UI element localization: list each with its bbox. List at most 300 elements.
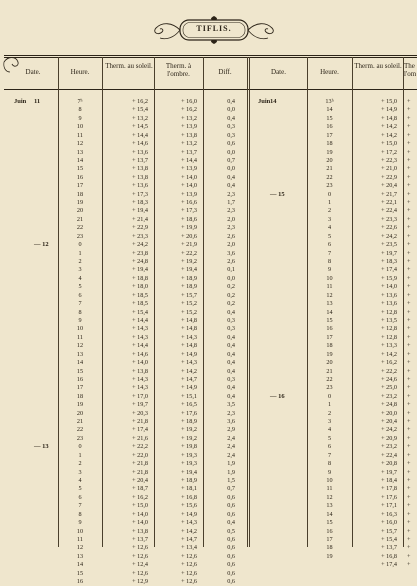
- hour-cell: 19: [326, 552, 333, 560]
- shade-temp-cell: +: [407, 283, 411, 291]
- diff-cell: 0,2: [227, 300, 235, 308]
- hour-cell: 8: [78, 510, 82, 518]
- header-hour-right: Heure.: [320, 68, 339, 76]
- sun-temp-cell: + 22,1: [381, 199, 397, 207]
- sun-temp-cell: + 23,2: [381, 392, 397, 400]
- sun-temp-cell: + 20,4: [381, 418, 397, 426]
- diff-cell: 0,3: [227, 316, 235, 324]
- shade-temp-cell: +: [407, 409, 411, 417]
- shade-temp-cell: + 12,6: [181, 561, 197, 569]
- shade-temp-cell: +: [407, 552, 411, 560]
- hour-cell: 18: [326, 140, 333, 148]
- sun-temp-cell: + 16,2: [132, 98, 148, 105]
- sun-temp-cell: + 15,9: [381, 274, 397, 282]
- hour-cell: 3: [78, 266, 82, 274]
- hour-cell: 19: [76, 199, 84, 207]
- diff-cell: 0,3: [227, 131, 235, 139]
- shade-temp-cell: +: [407, 266, 411, 274]
- sun-temp-cell: + 16,0: [381, 519, 397, 527]
- hour-cell: 23: [326, 384, 333, 392]
- hour-cell: 5: [327, 232, 332, 240]
- hour-cell: 14: [326, 510, 333, 518]
- shade-temp-cell: +: [407, 215, 411, 223]
- hour-cell: 17: [76, 182, 84, 190]
- diff-cell: 2,4: [227, 434, 235, 442]
- shade-temp-cell: + 14,2: [181, 367, 197, 375]
- left-diff-column: [203, 98, 235, 586]
- header-diff: Diff.: [218, 68, 232, 76]
- hour-cell: 9: [327, 468, 332, 476]
- hour-cell: 14: [326, 308, 333, 316]
- sun-temp-cell: + 25,0: [381, 384, 397, 392]
- hour-cell: 8: [327, 460, 332, 468]
- hour-cell: 7: [327, 451, 332, 459]
- hour-cell: 5: [78, 485, 82, 493]
- hour-cell: 6: [327, 443, 332, 451]
- shade-temp-cell: +: [407, 418, 411, 426]
- left-hours-column: [58, 98, 102, 586]
- hour-cell: 1: [327, 401, 332, 409]
- hour-cell: 9: [327, 266, 332, 274]
- shade-temp-cell: +: [407, 527, 411, 535]
- sun-temp-cell: + 17,4: [381, 266, 397, 274]
- hour-cell: 14: [76, 561, 84, 569]
- diff-cell: 0,4: [227, 173, 235, 181]
- sun-temp-cell: + 14,0: [132, 519, 148, 527]
- hour-cell: 6: [78, 291, 82, 299]
- shade-temp-cell: +: [407, 485, 411, 493]
- sun-temp-cell: + 14,4: [132, 131, 148, 139]
- diff-cell: 3,6: [227, 249, 235, 257]
- sun-temp-cell: + 18,3: [132, 199, 148, 207]
- hour-cell: 15: [76, 569, 84, 577]
- shade-temp-cell: +: [407, 106, 411, 114]
- hour-cell: 10: [76, 325, 84, 333]
- hour-cell: 9: [78, 114, 82, 122]
- sun-temp-cell: + 21,6: [132, 434, 148, 442]
- shade-temp-cell: +: [407, 258, 411, 266]
- hour-cell: 1: [327, 199, 332, 207]
- hour-cell: 17: [326, 131, 333, 139]
- diff-cell: 3,6: [227, 418, 235, 426]
- diff-cell: 1,9: [227, 460, 235, 468]
- shade-temp-cell: +: [407, 123, 411, 131]
- diff-cell: 0,6: [227, 140, 235, 148]
- hour-cell: 12: [76, 342, 84, 350]
- diff-cell: 0,0: [227, 148, 235, 156]
- shade-temp-cell: + 16,0: [181, 98, 197, 105]
- hour-cell: 8: [78, 106, 82, 114]
- hour-cell: 11: [77, 535, 83, 543]
- shade-temp-cell: + 14,9: [181, 510, 197, 518]
- sun-temp-cell: + 24,8: [132, 258, 148, 266]
- shade-temp-cell: + 15,1: [181, 392, 197, 400]
- diff-cell: 1,7: [227, 199, 235, 207]
- left-sun-column: [104, 98, 148, 586]
- hour-cell: 0: [78, 241, 82, 249]
- hour-cell: 9: [78, 316, 82, 324]
- shade-temp-cell: +: [407, 165, 411, 173]
- shade-temp-cell: +: [407, 199, 411, 207]
- diff-cell: 0,6: [227, 552, 235, 560]
- hour-cell: 8: [78, 308, 82, 316]
- diff-cell: 0,4: [227, 98, 235, 105]
- shade-temp-cell: + 16,8: [181, 493, 197, 501]
- shade-temp-cell: +: [407, 156, 411, 164]
- shade-temp-cell: +: [407, 148, 411, 156]
- sun-temp-cell: + 13,8: [132, 367, 148, 375]
- hour-cell: 16: [326, 325, 333, 333]
- shade-temp-cell: + 19,3: [181, 451, 197, 459]
- diff-cell: 0,4: [227, 350, 235, 358]
- hour-cell: 12: [76, 140, 84, 148]
- diff-cell: 2,6: [227, 232, 235, 240]
- diff-cell: 0,7: [227, 156, 235, 164]
- diff-cell: 2,0: [227, 241, 235, 249]
- shade-temp-cell: +: [407, 308, 411, 316]
- shade-temp-cell: + 14,9: [181, 350, 197, 358]
- sun-temp-cell: + 18,4: [381, 476, 397, 484]
- diff-cell: 0,6: [227, 578, 235, 586]
- sun-temp-cell: + 12,6: [132, 569, 148, 577]
- diff-cell: 0,6: [227, 510, 235, 518]
- header-therm-shade-right-partial: The l'om: [404, 62, 417, 78]
- diff-cell: 2,3: [227, 190, 235, 198]
- shade-temp-cell: + 16,2: [181, 106, 197, 114]
- hour-cell: 7: [327, 249, 332, 257]
- shade-temp-cell: +: [407, 342, 411, 350]
- right-shade-column-partial: [407, 98, 417, 570]
- shade-temp-cell: +: [407, 384, 411, 392]
- sun-temp-cell: + 12,9: [132, 578, 148, 586]
- shade-temp-cell: + 13,9: [181, 190, 197, 198]
- shade-temp-cell: + 15,7: [181, 291, 197, 299]
- banner-title: TIFLIS.: [196, 24, 232, 33]
- sun-temp-cell: + 20,4: [381, 182, 397, 190]
- sun-temp-cell: + 24,2: [381, 426, 397, 434]
- hour-cell: 10: [326, 476, 333, 484]
- diff-cell: 0,0: [227, 274, 235, 282]
- sun-temp-cell: + 20,0: [381, 409, 397, 417]
- diff-cell: 2,6: [227, 258, 235, 266]
- diff-cell: 0,2: [227, 283, 235, 291]
- sun-temp-cell: + 19,7: [381, 249, 397, 257]
- sun-temp-cell: + 15,7: [381, 527, 397, 535]
- shade-temp-cell: +: [407, 401, 411, 409]
- hour-cell: 18: [326, 544, 333, 552]
- left-month: Juin: [14, 98, 27, 105]
- hour-cell: 13: [76, 148, 84, 156]
- sun-temp-cell: + 13,7: [381, 544, 397, 552]
- diff-cell: 2,0: [227, 215, 235, 223]
- hour-cell: 23: [326, 182, 333, 190]
- diff-cell: 0,5: [227, 527, 235, 535]
- hour-cell: 16: [326, 123, 333, 131]
- hour-cell: 5: [78, 283, 82, 291]
- sun-temp-cell: + 19,7: [381, 468, 397, 476]
- sun-temp-cell: + 14,6: [132, 140, 148, 148]
- hour-cell: 17: [326, 535, 333, 543]
- shade-temp-cell: + 12,6: [181, 569, 197, 577]
- sun-temp-cell: + 13,7: [132, 156, 148, 164]
- right-hours-column: [307, 98, 352, 561]
- day-marker: — 12: [34, 241, 49, 249]
- shade-temp-cell: + 15,2: [181, 300, 197, 308]
- diff-cell: 2,3: [227, 207, 235, 215]
- sun-temp-cell: + 24,2: [132, 241, 148, 249]
- diff-cell: 0,4: [227, 367, 235, 375]
- diff-cell: 0,4: [227, 182, 235, 190]
- hour-cell: 11: [326, 283, 333, 291]
- sun-temp-cell: + 14,8: [381, 114, 397, 122]
- sun-temp-cell: + 15,0: [381, 98, 397, 105]
- hour-cell: 13: [326, 502, 333, 510]
- diff-cell: 0,4: [227, 359, 235, 367]
- sun-temp-cell: + 14,4: [132, 316, 148, 324]
- shade-temp-cell: +: [407, 241, 411, 249]
- hour-cell: 8: [327, 258, 332, 266]
- diff-cell: 0,6: [227, 493, 235, 501]
- sun-temp-cell: + 23,3: [132, 232, 148, 240]
- hour-cell: 7: [78, 502, 82, 510]
- sun-temp-cell: + 18,5: [132, 300, 148, 308]
- hour-cell: 5: [327, 434, 332, 442]
- hour-cell: 3: [327, 215, 332, 223]
- hour-cell: 4: [78, 274, 82, 282]
- shade-temp-cell: +: [407, 502, 411, 510]
- hour-cell: 19: [326, 148, 333, 156]
- diff-cell: 2,3: [227, 409, 235, 417]
- shade-temp-cell: + 14,7: [181, 375, 197, 383]
- shade-temp-cell: +: [407, 350, 411, 358]
- hour-cell: 21: [76, 418, 84, 426]
- hour-cell: 20: [76, 207, 84, 215]
- hour-cell: 2: [78, 258, 82, 266]
- diff-cell: 0,4: [227, 333, 235, 341]
- shade-temp-cell: + 14,0: [181, 173, 197, 181]
- diff-cell: 0,4: [227, 114, 235, 122]
- sun-temp-cell: + 17,4: [132, 426, 148, 434]
- diff-cell: 0,4: [227, 392, 235, 400]
- sun-temp-cell: + 12,6: [132, 552, 148, 560]
- sun-temp-cell: + 12,8: [381, 325, 397, 333]
- day-marker: — 15: [270, 190, 285, 198]
- shade-temp-cell: +: [407, 468, 411, 476]
- diff-cell: 2,4: [227, 451, 235, 459]
- col-divider: [247, 57, 248, 547]
- hour-cell: 22: [326, 375, 333, 383]
- sun-temp-cell: + 16,2: [132, 493, 148, 501]
- sun-temp-cell: + 19,7: [132, 401, 148, 409]
- shade-temp-cell: + 14,4: [181, 156, 197, 164]
- diff-cell: 0,6: [227, 569, 235, 577]
- shade-temp-cell: + 13,4: [181, 544, 197, 552]
- diff-cell: 0,2: [227, 291, 235, 299]
- hour-cell: 13: [76, 350, 84, 358]
- sun-temp-cell: + 19,4: [132, 266, 148, 274]
- shade-temp-cell: + 16,6: [181, 199, 197, 207]
- sun-temp-cell: + 21,8: [132, 418, 148, 426]
- shade-temp-cell: + 13,2: [181, 114, 197, 122]
- hour-cell: 13: [326, 300, 333, 308]
- shade-temp-cell: + 13,7: [181, 148, 197, 156]
- sun-temp-cell: + 13,6: [132, 182, 148, 190]
- day-marker: 11: [34, 98, 41, 105]
- shade-temp-cell: + 12,6: [181, 552, 197, 560]
- sun-temp-cell: + 12,4: [132, 561, 148, 569]
- hour-cell: 2: [327, 207, 332, 215]
- diff-cell: 1,9: [227, 468, 235, 476]
- diff-cell: 0,1: [227, 266, 235, 274]
- hour-cell: 22: [76, 426, 84, 434]
- shade-temp-cell: +: [407, 476, 411, 484]
- shade-temp-cell: +: [407, 325, 411, 333]
- sun-temp-cell: + 23,2: [381, 443, 397, 451]
- shade-temp-cell: +: [407, 131, 411, 139]
- hour-cell: 1: [78, 249, 82, 257]
- sun-temp-cell: + 22,2: [381, 367, 397, 375]
- hour-cell: 4: [78, 476, 82, 484]
- hour-cell: 6: [78, 493, 82, 501]
- hour-cell: 1: [78, 451, 82, 459]
- hour-cell: 0: [327, 392, 332, 400]
- sun-temp-cell: + 13,7: [132, 535, 148, 543]
- hour-cell: 21: [326, 165, 333, 173]
- hour-cell: 12: [326, 493, 333, 501]
- hour-cell: 10: [76, 527, 84, 535]
- hour-cell: 4: [327, 224, 332, 232]
- hour-cell: 3: [78, 468, 82, 476]
- hour-cell: 4: [327, 426, 332, 434]
- sun-temp-cell: + 24,8: [381, 401, 397, 409]
- shade-temp-cell: + 13,9: [181, 165, 197, 173]
- hour-cell: 23: [76, 232, 84, 240]
- sun-temp-cell: + 18,3: [381, 258, 397, 266]
- diff-cell: 0,3: [227, 123, 235, 131]
- hour-cell: 11: [326, 485, 333, 493]
- sun-temp-cell: + 22,4: [381, 451, 397, 459]
- diff-cell: 0,6: [227, 561, 235, 569]
- col-divider: [102, 57, 103, 547]
- diff-cell: 2,3: [227, 224, 235, 232]
- sun-temp-cell: + 13,6: [381, 300, 397, 308]
- sun-temp-cell: + 12,6: [132, 544, 148, 552]
- shade-temp-cell: + 16,5: [181, 401, 197, 409]
- sun-temp-cell: + 15,0: [132, 502, 148, 510]
- right-sun-column: [353, 98, 397, 570]
- sun-temp-cell: + 17,6: [381, 493, 397, 501]
- sun-temp-cell: + 14,0: [132, 510, 148, 518]
- sun-temp-cell: + 20,3: [132, 409, 148, 417]
- diff-cell: 0,0: [227, 106, 235, 114]
- sun-temp-cell: + 14,6: [132, 350, 148, 358]
- hour-cell: 20: [326, 156, 333, 164]
- sun-temp-cell: + 17,0: [132, 392, 148, 400]
- sun-temp-cell: + 12,8: [381, 333, 397, 341]
- hour-cell: 18: [326, 342, 333, 350]
- sun-temp-cell: + 13,5: [381, 316, 397, 324]
- shade-temp-cell: +: [407, 140, 411, 148]
- shade-temp-cell: + 22,2: [181, 249, 197, 257]
- diff-cell: 0,6: [227, 544, 235, 552]
- diff-cell: 0,4: [227, 342, 235, 350]
- shade-temp-cell: +: [407, 561, 411, 569]
- sun-temp-cell: + 15,4: [381, 535, 397, 543]
- hour-cell: 20: [326, 359, 333, 367]
- table-top-rule-inner: [4, 57, 417, 58]
- sun-temp-cell: + 13,8: [132, 527, 148, 535]
- hour-cell: 15: [76, 367, 84, 375]
- shade-temp-cell: + 18,9: [181, 418, 197, 426]
- sun-temp-cell: + 14,2: [381, 131, 397, 139]
- sun-temp-cell: + 21,7: [381, 190, 397, 198]
- sun-temp-cell: + 18,8: [132, 274, 148, 282]
- shade-temp-cell: +: [407, 114, 411, 122]
- sun-temp-cell: + 20,4: [132, 476, 148, 484]
- col-divider: [403, 57, 404, 547]
- sun-temp-cell: + 16,8: [381, 552, 397, 560]
- sun-temp-cell: + 15,4: [132, 308, 148, 316]
- hour-cell: 15: [76, 165, 84, 173]
- hour-cell: 16: [326, 527, 333, 535]
- hour-cell: 2: [78, 460, 82, 468]
- sun-temp-cell: + 21,0: [381, 165, 397, 173]
- shade-temp-cell: +: [407, 535, 411, 543]
- diff-cell: 2,4: [227, 443, 235, 451]
- hour-cell: 16: [76, 375, 84, 383]
- hour-cell: 19: [326, 350, 333, 358]
- diff-cell: 2,9: [227, 426, 235, 434]
- hour-cell: 6: [327, 241, 332, 249]
- sun-temp-cell: + 23,3: [381, 215, 397, 223]
- hour-cell: 21: [76, 215, 84, 223]
- sun-temp-cell: + 17,1: [381, 502, 397, 510]
- shade-temp-cell: + 14,7: [181, 535, 197, 543]
- shade-temp-cell: + 15,2: [181, 308, 197, 316]
- shade-temp-cell: + 18,9: [181, 283, 197, 291]
- sun-temp-cell: + 23,5: [381, 241, 397, 249]
- diff-cell: 0,0: [227, 165, 235, 173]
- shade-temp-cell: + 14,8: [181, 316, 197, 324]
- shade-temp-cell: +: [407, 493, 411, 501]
- sun-temp-cell: + 17,3: [132, 190, 148, 198]
- hour-cell: 17: [76, 384, 84, 392]
- sun-temp-cell: + 13,2: [132, 114, 148, 122]
- shade-temp-cell: + 18,6: [181, 215, 197, 223]
- sun-temp-cell: + 17,2: [381, 148, 397, 156]
- shade-temp-cell: + 14,2: [181, 527, 197, 535]
- sun-temp-cell: + 13,8: [132, 165, 148, 173]
- hour-cell: 22: [326, 173, 333, 181]
- sun-temp-cell: + 22,2: [132, 443, 148, 451]
- title-banner: [150, 14, 278, 48]
- sun-temp-cell: + 24,6: [381, 375, 397, 383]
- sun-temp-cell: + 14,0: [381, 283, 397, 291]
- sun-temp-cell: + 21,8: [132, 460, 148, 468]
- shade-temp-cell: + 13,9: [181, 123, 197, 131]
- header-date-right: Date.: [271, 68, 286, 76]
- sun-temp-cell: + 13,3: [381, 342, 397, 350]
- sun-temp-cell: + 14,2: [381, 123, 397, 131]
- hour-cell: 11: [77, 333, 83, 341]
- sun-temp-cell: + 22,9: [381, 173, 397, 181]
- shade-temp-cell: + 13,2: [181, 140, 197, 148]
- shade-temp-cell: + 13,8: [181, 131, 197, 139]
- shade-temp-cell: + 14,8: [181, 342, 197, 350]
- shade-temp-cell: + 19,2: [181, 426, 197, 434]
- shade-temp-cell: + 17,3: [181, 207, 197, 215]
- shade-temp-cell: +: [407, 443, 411, 451]
